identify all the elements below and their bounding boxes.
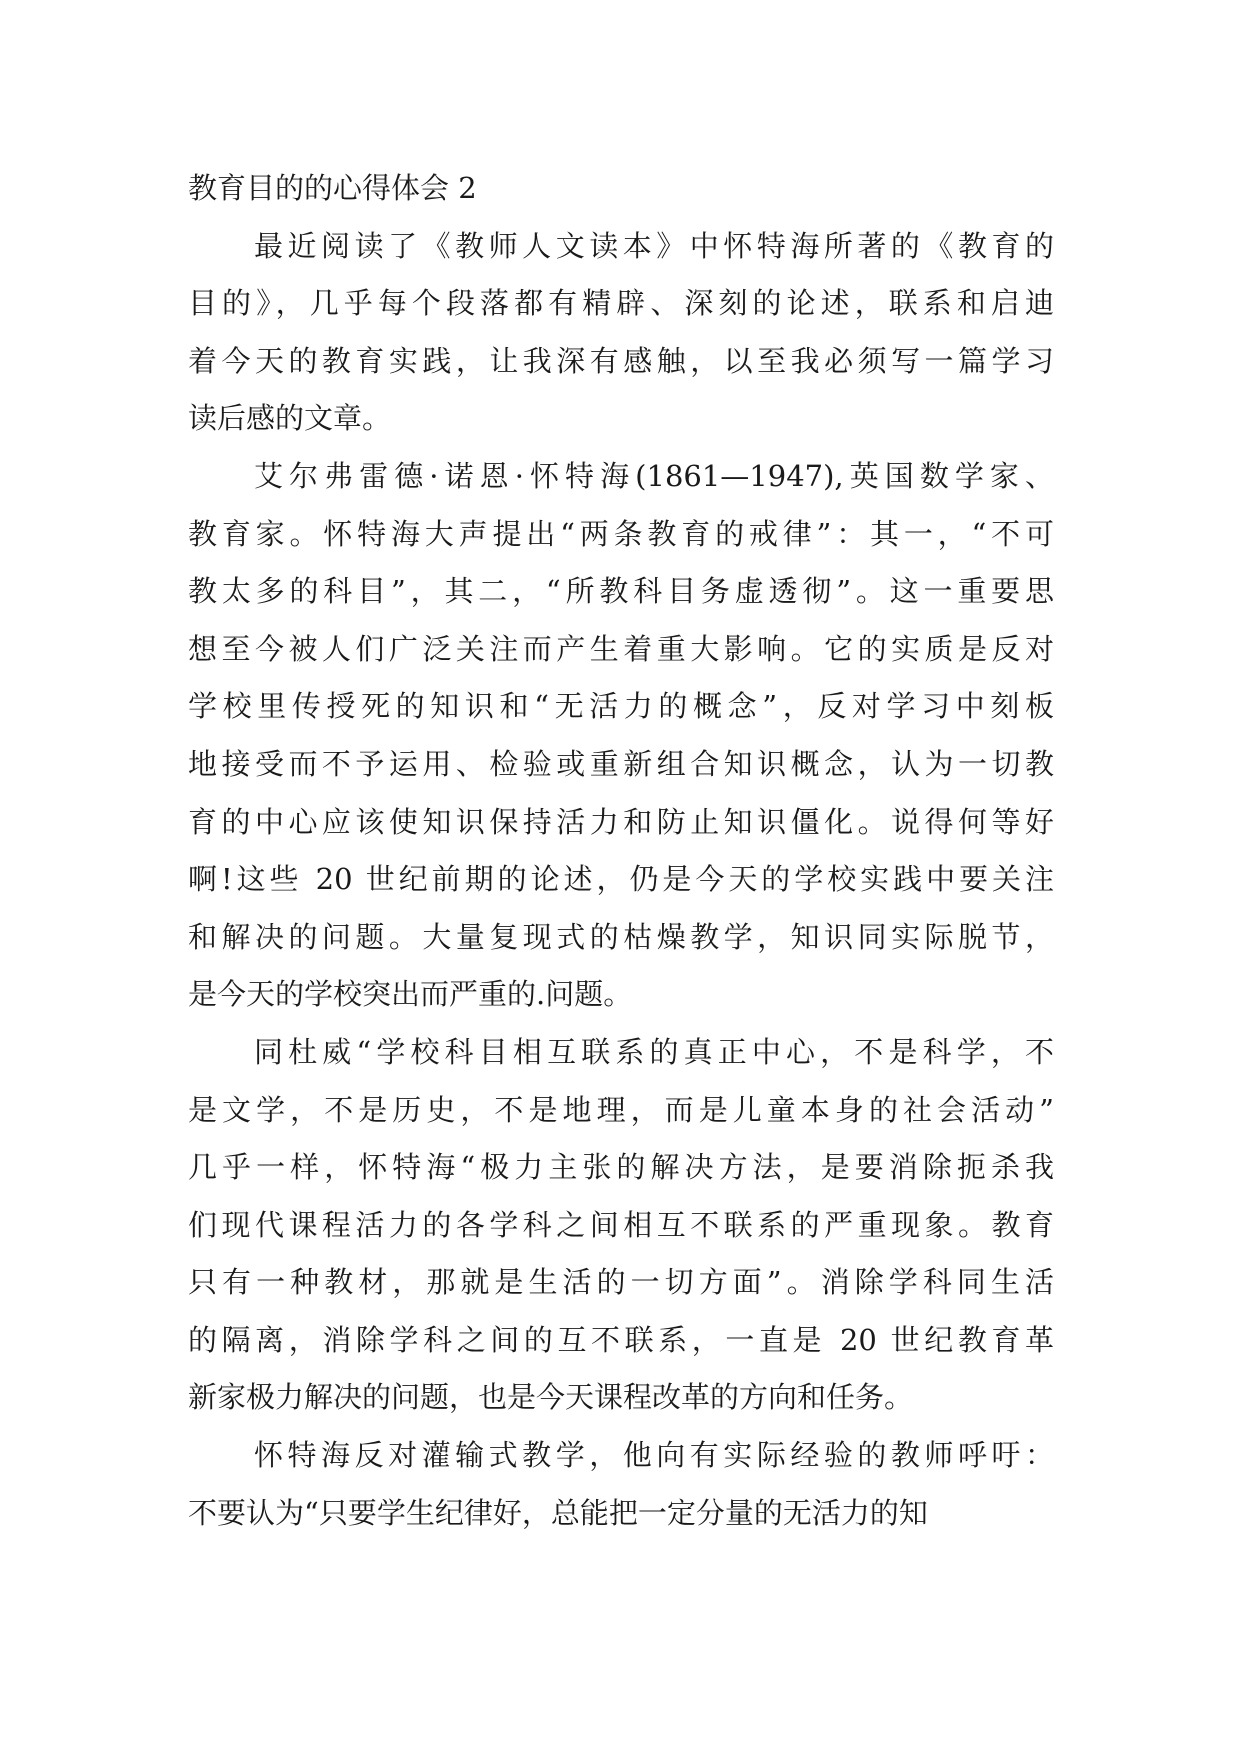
paragraph-line: 是今天的学校突出而严重的.问题。 xyxy=(188,977,633,1012)
document-title: 教育目的的心得体会 2 xyxy=(188,171,477,205)
paragraph-line: 艾尔弗雷德·诺恩·怀特海(1861—1947),英国数学家、 xyxy=(254,458,1054,493)
paragraph-line: 怀特海反对灌输式教学，他向有实际经验的教师呼吁： xyxy=(254,1438,1054,1473)
paragraph-line: 想至今被人们广泛关注而产生着重大影响。它的实质是反对 xyxy=(188,631,1054,666)
paragraph xyxy=(188,1024,1054,1427)
paragraph-container xyxy=(188,218,1054,1543)
paragraph-line: 教育家。怀特海大声提出“两条教育的戒律”：其一，“不可 xyxy=(188,516,1054,551)
paragraph-line: 几乎一样，怀特海“极力主张的解决方法，是要消除扼杀我 xyxy=(188,1150,1054,1185)
paragraph-line: 同杜威“学校科目相互联系的真正中心，不是科学，不 xyxy=(254,1034,1054,1069)
paragraph-line: 育的中心应该使知识保持活力和防止知识僵化。说得何等好 xyxy=(188,804,1054,839)
paragraph-line: 啊!这些 20 世纪前期的论述，仍是今天的学校实践中要关注 xyxy=(188,862,1054,897)
paragraph-line: 教太多的科目”，其二，“所教科目务虚透彻”。这一重要思 xyxy=(188,574,1054,609)
paragraph-line: 着今天的教育实践，让我深有感触，以至我必须写一篇学习 xyxy=(188,343,1054,378)
paragraph xyxy=(188,218,1054,448)
paragraph-line: 和解决的问题。大量复现式的枯燥教学，知识同实际脱节， xyxy=(188,919,1054,954)
paragraph-line: 的隔离，消除学科之间的互不联系，一直是 20 世纪教育革 xyxy=(188,1322,1054,1357)
paragraph-line: 只有一种教材，那就是生活的一切方面”。消除学科同生活 xyxy=(188,1265,1054,1300)
paragraph xyxy=(188,448,1054,1024)
paragraph-line: 学校里传授死的知识和“无活力的概念”，反对学习中刻板 xyxy=(188,689,1054,724)
document-body xyxy=(188,160,1054,1542)
paragraph-line: 目的》，几乎每个段落都有精辟、深刻的论述，联系和启迪 xyxy=(188,286,1054,321)
paragraph-line: 们现代课程活力的各学科之间相互不联系的严重现象。教育 xyxy=(188,1207,1054,1242)
paragraph-line: 读后感的文章。 xyxy=(188,401,392,436)
paragraph-line: 地接受而不予运用、检验或重新组合知识概念，认为一切教 xyxy=(188,746,1054,781)
paragraph-line: 是文学，不是历史，不是地理，而是儿童本身的社会活动” xyxy=(188,1092,1054,1127)
paragraph-line: 新家极力解决的问题，也是今天课程改革的方向和任务。 xyxy=(188,1380,914,1415)
paragraph xyxy=(188,1427,1054,1542)
paragraph-line: 最近阅读了《教师人文读本》中怀特海所著的《教育的 xyxy=(254,228,1054,263)
paragraph-line: 不要认为“只要学生纪律好，总能把一定分量的无活力的知 xyxy=(188,1495,928,1530)
